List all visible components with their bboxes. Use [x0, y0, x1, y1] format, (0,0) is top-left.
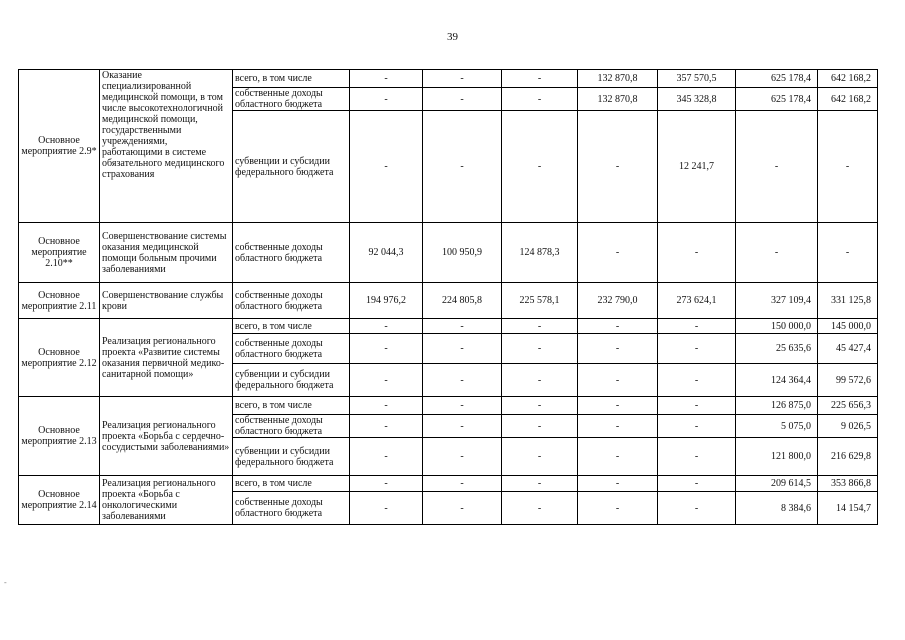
value-cell: 642 168,2	[818, 70, 878, 88]
value-cell: 99 572,6	[818, 364, 878, 397]
table-row	[19, 283, 878, 319]
value-cell: 8 384,6	[736, 492, 818, 525]
value-cell: -	[578, 397, 658, 415]
value-cell: -	[423, 397, 502, 415]
value-cell: -	[502, 492, 578, 525]
value-cell: -	[658, 476, 736, 492]
value-cell: -	[423, 364, 502, 397]
value-cell: -	[502, 476, 578, 492]
value-cell: 357 570,5	[658, 70, 736, 88]
funding-source-cell: собственные доходы областного бюджета	[233, 415, 350, 438]
value-cell: 100 950,9	[423, 223, 502, 283]
value-cell: 232 790,0	[578, 283, 658, 319]
value-cell: 194 976,2	[350, 283, 423, 319]
value-cell: 121 800,0	[736, 438, 818, 476]
measure-name-cell: Реализация регионального проекта «Борьба с онкологическими заболеваниями	[100, 476, 233, 525]
funding-source-cell: собственные доходы областного бюджета	[233, 223, 350, 283]
value-cell: 642 168,2	[818, 88, 878, 111]
value-cell: -	[502, 334, 578, 364]
value-cell: 225 656,3	[818, 397, 878, 415]
measure-name-cell: Реализация регионального проекта «Борьба с сердечно-сосудистыми заболеваниями»	[100, 397, 233, 476]
value-cell: -	[578, 476, 658, 492]
value-cell: 9 026,5	[818, 415, 878, 438]
value-cell: 625 178,4	[736, 88, 818, 111]
value-cell: -	[578, 415, 658, 438]
value-cell: 25 635,6	[736, 334, 818, 364]
value-cell: -	[502, 415, 578, 438]
value-cell: -	[658, 397, 736, 415]
value-cell: 132 870,8	[578, 70, 658, 88]
value-cell: -	[578, 334, 658, 364]
value-cell: -	[423, 415, 502, 438]
group-cell: Основное мероприятие 2.12	[19, 319, 100, 397]
table-row	[19, 476, 878, 492]
value-cell: -	[736, 223, 818, 283]
value-cell: -	[350, 397, 423, 415]
group-cell: Основное мероприятие 2.9*	[19, 70, 100, 223]
value-cell: 345 328,8	[658, 88, 736, 111]
value-cell: 273 624,1	[658, 283, 736, 319]
value-cell: 327 109,4	[736, 283, 818, 319]
value-cell: -	[658, 415, 736, 438]
value-cell: -	[578, 223, 658, 283]
value-cell: -	[350, 415, 423, 438]
value-cell: -	[578, 364, 658, 397]
value-cell: 132 870,8	[578, 88, 658, 111]
value-cell: 625 178,4	[736, 70, 818, 88]
funding-source-cell: собственные доходы областного бюджета	[233, 88, 350, 111]
value-cell: -	[423, 319, 502, 334]
value-cell: 14 154,7	[818, 492, 878, 525]
value-cell: -	[578, 319, 658, 334]
value-cell: -	[658, 364, 736, 397]
value-cell: -	[578, 492, 658, 525]
value-cell: -	[578, 111, 658, 223]
value-cell: 92 044,3	[350, 223, 423, 283]
funding-source-cell: субвенции и субсидии федерального бюджета	[233, 364, 350, 397]
value-cell: -	[350, 438, 423, 476]
value-cell: -	[502, 70, 578, 88]
value-cell: 5 075,0	[736, 415, 818, 438]
measure-name-cell: Совершенствование службы крови	[100, 283, 233, 319]
value-cell: -	[350, 364, 423, 397]
table-row	[19, 70, 878, 88]
value-cell: -	[736, 111, 818, 223]
funding-source-cell: всего, в том числе	[233, 397, 350, 415]
funding-source-cell: собственные доходы областного бюджета	[233, 283, 350, 319]
value-cell: 45 427,4	[818, 334, 878, 364]
page-number: 39	[447, 31, 458, 43]
table-row	[19, 319, 878, 334]
group-cell: Основное мероприятие 2.10**	[19, 223, 100, 283]
value-cell: -	[350, 319, 423, 334]
value-cell: -	[502, 111, 578, 223]
value-cell: -	[423, 334, 502, 364]
value-cell: -	[423, 492, 502, 525]
value-cell: -	[350, 492, 423, 525]
funding-source-cell: собственные доходы областного бюджета	[233, 492, 350, 525]
group-cell: Основное мероприятие 2.14	[19, 476, 100, 525]
funding-source-cell: субвенции и субсидии федерального бюджета	[233, 111, 350, 223]
group-cell: Основное мероприятие 2.11	[19, 283, 100, 319]
value-cell: -	[502, 88, 578, 111]
table-row	[19, 223, 878, 283]
value-cell: -	[502, 364, 578, 397]
value-cell: -	[423, 88, 502, 111]
measure-name-cell: Совершенствование системы оказания медицинской помощи больным прочими заболеваниями	[100, 223, 233, 283]
group-cell: Основное мероприятие 2.13	[19, 397, 100, 476]
value-cell: -	[658, 492, 736, 525]
value-cell: 126 875,0	[736, 397, 818, 415]
value-cell: -	[818, 223, 878, 283]
side-mark: -	[4, 578, 7, 587]
value-cell: -	[423, 476, 502, 492]
budget-table	[18, 69, 878, 525]
table-body	[19, 70, 878, 525]
value-cell: -	[658, 334, 736, 364]
value-cell: 331 125,8	[818, 283, 878, 319]
value-cell: -	[350, 476, 423, 492]
value-cell: -	[350, 111, 423, 223]
value-cell: 145 000,0	[818, 319, 878, 334]
measure-name-cell: Оказание специализированной медицинской помощи, в том числе высокотехнологичной медицинской помощи, государственными учреждениями, работающими в системе обязательного медицинского страхования	[100, 70, 233, 223]
value-cell: -	[423, 70, 502, 88]
value-cell: -	[502, 438, 578, 476]
value-cell: 124 878,3	[502, 223, 578, 283]
value-cell: -	[658, 319, 736, 334]
value-cell: -	[423, 111, 502, 223]
funding-source-cell: субвенции и субсидии федерального бюджета	[233, 438, 350, 476]
value-cell: -	[658, 223, 736, 283]
value-cell: -	[658, 438, 736, 476]
value-cell: -	[502, 397, 578, 415]
funding-source-cell: всего, в том числе	[233, 319, 350, 334]
funding-source-cell: всего, в том числе	[233, 70, 350, 88]
measure-name-cell: Реализация регионального проекта «Развитие системы оказания первичной медико-санитарной помощи»	[100, 319, 233, 397]
value-cell: -	[423, 438, 502, 476]
value-cell: -	[502, 319, 578, 334]
value-cell: 224 805,8	[423, 283, 502, 319]
value-cell: -	[578, 438, 658, 476]
value-cell: 353 866,8	[818, 476, 878, 492]
value-cell: 225 578,1	[502, 283, 578, 319]
value-cell: -	[350, 88, 423, 111]
funding-source-cell: собственные доходы областного бюджета	[233, 334, 350, 364]
value-cell: -	[350, 70, 423, 88]
value-cell: 12 241,7	[658, 111, 736, 223]
value-cell: -	[350, 334, 423, 364]
value-cell: 124 364,4	[736, 364, 818, 397]
value-cell: 216 629,8	[818, 438, 878, 476]
value-cell: -	[818, 111, 878, 223]
funding-source-cell: всего, в том числе	[233, 476, 350, 492]
table-row	[19, 397, 878, 415]
value-cell: 209 614,5	[736, 476, 818, 492]
value-cell: 150 000,0	[736, 319, 818, 334]
